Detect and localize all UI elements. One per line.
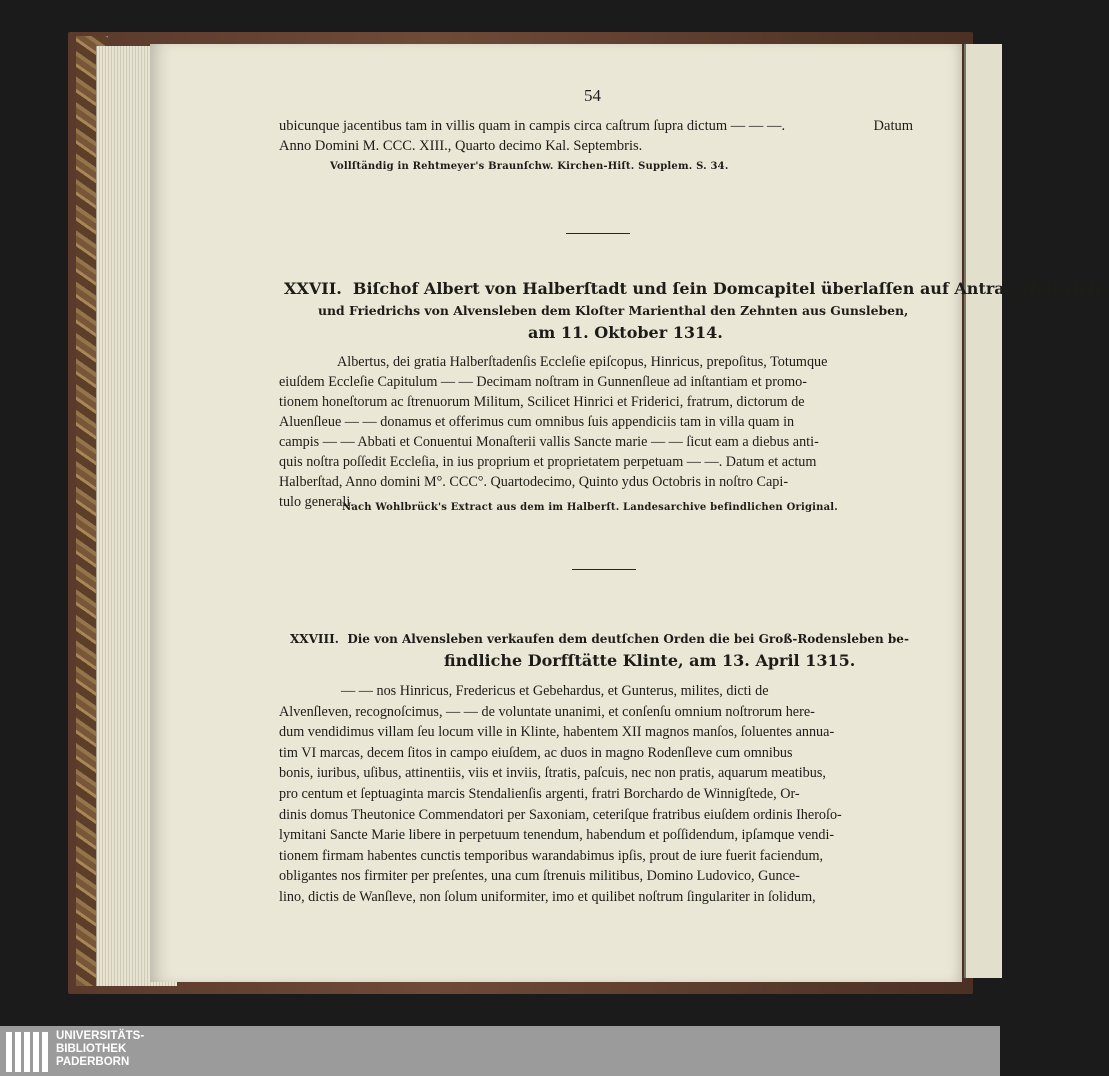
section-divider [572, 569, 636, 570]
charter-title-line: Die von Alvensleben verkaufen dem deutſchen Orden die bei Groß-Rodensleben be- [347, 632, 909, 646]
text-line: pro centum et ſeptuaginta marcis Stendalienſis argenti, fratri Borchardo de Winnigſtede, Or- [279, 785, 800, 802]
text-line: Albertus, dei gratia Halberſtadenſis Eccleſie epiſcopus, Hinricus, prepoſitus, Totumque [337, 354, 828, 370]
text-line: ubicunque jacentibus tam in villis quam in campis circa caſtrum ſupra dictum — — —. Datum [279, 118, 913, 134]
charter-title-line: findliche Dorfſtätte Klinte, am 13. April 1315. [444, 651, 856, 670]
facing-page-edge [964, 44, 1002, 978]
text-line: bonis, iuribus, uſibus, attinentiis, viis et inviis, ſtratis, paſcuis, nec non pratis, aquarum meatibus, [279, 765, 826, 782]
section-divider [566, 233, 630, 234]
charter-number: XXVII. [284, 279, 342, 298]
text-line: dum vendidimus villam ſeu locum ville in Klinte, habentem XII magnos manſos, ſoluentes annua- [279, 724, 835, 741]
source-note: Nach Wohlbrück's Extract aus dem im Halberſt. Landesarchive befindlichen Original. [342, 502, 838, 513]
charter-text [279, 681, 913, 908]
library-footer [0, 1026, 1000, 1076]
text-line: lino, dictis de Wanſleve, non ſolum uniformiter, imo et quilibet noſtrum ſingulariter in ſolidum, [279, 888, 816, 905]
text-line: tim VI marcas, decem ſitos in campo eiuſdem, ac duos in magno Rodenſleve cum omnibus [279, 744, 793, 761]
text-line: tionem honeſtorum ac ſtrenuorum Militum, Scilicet Hinrici et Friderici, fratrum, dictorum de [279, 394, 805, 410]
charter-text [279, 352, 913, 512]
text-line: obligantes nos firmiter per preſentes, una cum ſtrenuis militibus, Domino Ludovico, Gunce- [279, 868, 800, 885]
library-logo-text: UNIVERSITÄTS- BIBLIOTHEK PADERBORN [56, 1030, 145, 1068]
text-line: lymitani Sancte Marie libere in perpetuum tenendum, habendum et poſſidendum, ipſamque vendi- [279, 827, 835, 844]
text-line: Aluenſleue — — donamus et offerimus cum omnibus ſuis appendiciis tam in villa quam in [279, 414, 795, 430]
text-line: — — nos Hinricus, Fredericus et Gebehardus, et Gunterus, milites, dicti de [341, 683, 769, 699]
library-logo-icon [6, 1032, 50, 1072]
text-line: tionem firmam habentes cunctis temporibus warandabimus ipſis, prout de iure fuerit faciendum, [279, 847, 824, 864]
charter-title-line: am 11. Oktober 1314. [528, 323, 723, 342]
top-paragraph [279, 116, 913, 156]
text-line: Halberſtad, Anno domini M°. CCC°. Quartodecimo, Quinto ydus Octobris in noſtro Capi- [279, 474, 789, 490]
text-line: campis — — Abbati et Conuentui Monaſterii vallis Sancte marie — — ſicut eam a diebus anti- [279, 434, 819, 450]
text-line: Alvenſleven, recognoſcimus, — — de voluntate unanimi, et conſenſu omnium noſtrorum here- [279, 703, 815, 720]
charter-title-line: und Friedrichs von Alvensleben dem Kloſter Marienthal den Zehnten aus Gunsleben, [318, 303, 909, 318]
charter-heading [284, 278, 1109, 344]
text-line: Anno Domini M. CCC. XIII., Quarto decimo Kal. Septembris. [279, 138, 643, 154]
text-line: quis noſtra poſſedit Eccleſia, in ius proprium et proprietatem perpetuam — —. Datum et actum [279, 454, 817, 470]
charter-heading [290, 628, 914, 672]
text-line: tulo generali. [279, 494, 354, 510]
charter-number: XXVIII. [290, 632, 339, 646]
charter-title-line: Biſchof Albert von Halberſtadt und ſein Domcapitel überlaſſen auf Antrag Heinrichs [352, 279, 1109, 298]
text-line: dinis domus Theutonice Commendatori per Saxoniam, ceteriſque fratribus eiuſdem ordinis Iheroſo- [279, 806, 842, 823]
page-number: 54 [584, 86, 601, 105]
source-note: Vollſtändig in Rehtmeyer's Braunſchw. Kirchen-Hiſt. Supplem. S. 34. [330, 161, 729, 172]
text-line: eiuſdem Eccleſie Capitulum — — Decimam noſtram in Gunnenſleue ad inſtantiam et promo- [279, 374, 807, 390]
